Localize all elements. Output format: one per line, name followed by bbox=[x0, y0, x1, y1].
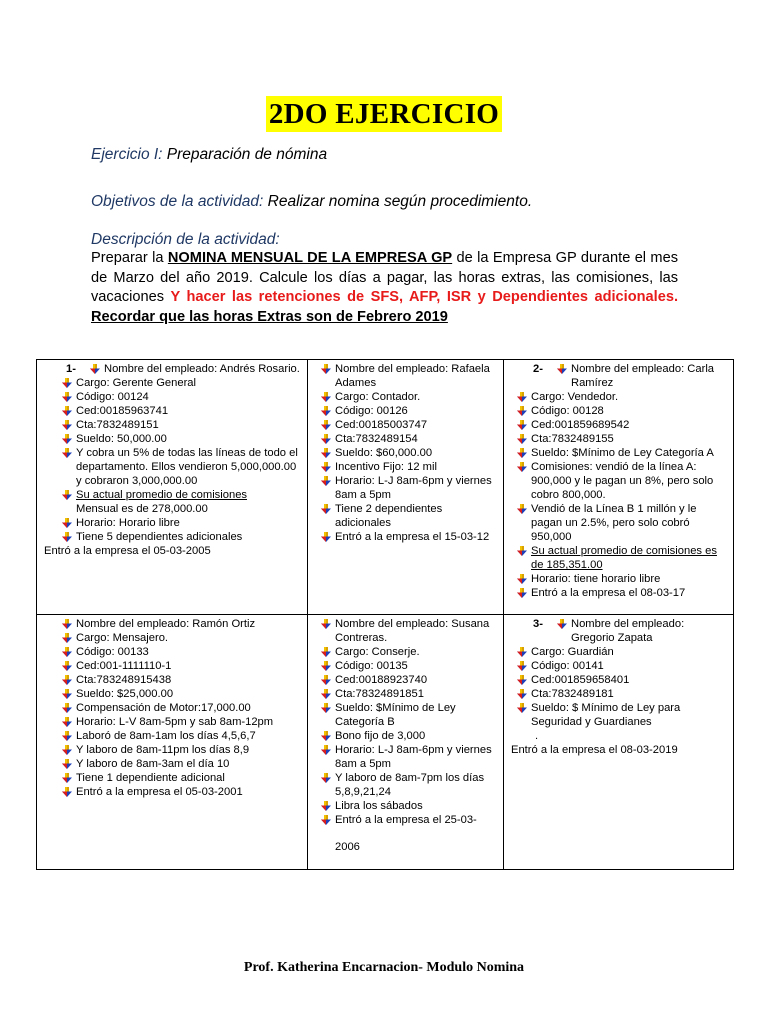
list-item bbox=[40, 659, 304, 673]
list-item bbox=[507, 502, 730, 544]
employee-cell-rafaela bbox=[308, 360, 504, 615]
list-item bbox=[311, 432, 500, 446]
item-text: Cargo: Mensajero. bbox=[76, 632, 169, 644]
item-text: Código: 00124 bbox=[76, 391, 149, 403]
objectives-value: Realizar nomina según procedimiento. bbox=[263, 193, 533, 210]
down-arrow-bullet-icon bbox=[517, 448, 527, 458]
item-text: Entró a la empresa el 25-03- bbox=[335, 814, 477, 826]
list-item bbox=[40, 488, 304, 502]
desc-retentions-note: Y hacer las retenciones de SFS, AFP, ISR y Dependientes adicionales. bbox=[170, 289, 678, 305]
down-arrow-bullet-icon bbox=[321, 619, 331, 629]
item-text: Ced:00185963741 bbox=[76, 405, 169, 417]
list-item bbox=[507, 432, 730, 446]
list-item bbox=[40, 785, 304, 799]
down-arrow-bullet-icon bbox=[321, 703, 331, 713]
list-item bbox=[311, 771, 500, 799]
down-arrow-bullet-icon bbox=[62, 434, 72, 444]
list-item bbox=[40, 530, 304, 544]
list-item bbox=[311, 502, 500, 530]
down-arrow-bullet-icon bbox=[321, 462, 331, 472]
item-text: Sueldo: $Mínimo de Ley Categoría B bbox=[335, 702, 456, 728]
list-item bbox=[311, 390, 500, 404]
down-arrow-bullet-icon bbox=[62, 392, 72, 402]
down-arrow-bullet-icon bbox=[62, 647, 72, 657]
list-item bbox=[311, 404, 500, 418]
item-text: Ced:00185003747 bbox=[335, 419, 428, 431]
objectives-label: Objetivos de la actividad: bbox=[91, 193, 264, 210]
down-arrow-bullet-icon bbox=[517, 434, 527, 444]
down-arrow-bullet-icon bbox=[62, 378, 72, 388]
item-text: Cargo: Conserje. bbox=[335, 646, 420, 658]
item-text: Nombre del empleado: Susana Contreras. bbox=[335, 618, 490, 644]
down-arrow-bullet-icon bbox=[517, 675, 527, 685]
item-text: Sueldo: $25,000.00 bbox=[76, 688, 174, 700]
down-arrow-bullet-icon bbox=[62, 406, 72, 416]
list-item bbox=[311, 645, 500, 659]
item-text: Libra los sábados bbox=[335, 800, 423, 812]
commission-amount: Mensual es de 278,000.00 bbox=[76, 503, 208, 515]
item-text: Y laboro de 8am-11pm los días 8,9 bbox=[76, 744, 250, 756]
item-text: Código: 00128 bbox=[531, 405, 604, 417]
item-text: Horario: tiene horario libre bbox=[531, 573, 661, 585]
item-text: Cta:783248915438 bbox=[76, 674, 172, 686]
list-item bbox=[40, 743, 304, 757]
item-text: Ced:001-1111110-1 bbox=[76, 660, 172, 672]
down-arrow-bullet-icon bbox=[321, 406, 331, 416]
item-text: Código: 00133 bbox=[76, 646, 149, 658]
list-item bbox=[40, 432, 304, 446]
item-text: Laboró de 8am-1am los días 4,5,6,7 bbox=[76, 730, 256, 742]
item-text: Código: 00135 bbox=[335, 660, 408, 672]
item-text: Ced:00188923740 bbox=[335, 674, 428, 686]
item-text: Bono fijo de 3,000 bbox=[335, 730, 426, 742]
down-arrow-bullet-icon bbox=[321, 392, 331, 402]
footer-credit: Prof. Katherina Encarnacion- Modulo Nomina bbox=[243, 960, 525, 975]
item-text: Cta:7832489155 bbox=[531, 433, 614, 445]
down-arrow-bullet-icon bbox=[321, 773, 331, 783]
item-text: Y laboro de 8am-3am el día 10 bbox=[76, 758, 230, 770]
list-item bbox=[507, 659, 730, 673]
item-text: Nombre del empleado: Carla Ramírez bbox=[571, 363, 715, 389]
item-text: Tiene 1 dependiente adicional bbox=[76, 772, 225, 784]
item-text: Sueldo: $60,000.00 bbox=[335, 447, 433, 459]
item-text: Nombre del empleado: Ramón Ortiz bbox=[76, 618, 256, 630]
down-arrow-bullet-icon bbox=[62, 745, 72, 755]
list-item bbox=[311, 743, 500, 771]
list-item bbox=[507, 418, 730, 432]
list-item bbox=[40, 645, 304, 659]
down-arrow-bullet-icon bbox=[62, 773, 72, 783]
down-arrow-bullet-icon bbox=[62, 619, 72, 629]
down-arrow-bullet-icon bbox=[321, 448, 331, 458]
employee-cell-ramon bbox=[37, 615, 308, 870]
list-item bbox=[40, 617, 304, 631]
down-arrow-bullet-icon bbox=[321, 689, 331, 699]
list-item bbox=[311, 530, 500, 544]
list-item bbox=[311, 362, 500, 390]
description-paragraph bbox=[91, 249, 678, 327]
item-text: Cta:7832489181 bbox=[531, 688, 614, 700]
down-arrow-bullet-icon bbox=[62, 703, 72, 713]
title-wrap bbox=[0, 96, 768, 132]
item-text: Cargo: Guardián bbox=[531, 646, 614, 658]
down-arrow-bullet-icon bbox=[62, 759, 72, 769]
down-arrow-bullet-icon bbox=[517, 689, 527, 699]
down-arrow-bullet-icon bbox=[557, 364, 567, 374]
down-arrow-bullet-icon bbox=[62, 490, 72, 500]
list-item bbox=[507, 460, 730, 502]
item-text: Sueldo: $ Mínimo de Ley para Seguridad y Guardianes bbox=[531, 702, 681, 728]
down-arrow-bullet-icon bbox=[517, 588, 527, 598]
employee-cell-susana bbox=[308, 615, 504, 870]
item-text: Sueldo: $Mínimo de Ley Categoría A bbox=[531, 447, 714, 459]
list-item bbox=[507, 673, 730, 687]
item-text: Nombre del empleado: Andrés Rosario. bbox=[104, 363, 300, 375]
down-arrow-bullet-icon bbox=[62, 448, 72, 458]
list-item bbox=[311, 659, 500, 673]
page-title: 2DO EJERCICIO bbox=[266, 96, 502, 132]
employees-table bbox=[36, 359, 734, 870]
cell-content bbox=[311, 617, 500, 854]
list-item bbox=[40, 446, 304, 488]
list-item bbox=[507, 362, 730, 390]
employee-cell-gregorio bbox=[504, 615, 734, 870]
list-item bbox=[311, 617, 500, 645]
list-item bbox=[40, 404, 304, 418]
item-text: Vendió de la Línea B 1 millón y le pagan un 2.5%, pero solo cobró 950,000 bbox=[531, 503, 697, 543]
down-arrow-bullet-icon bbox=[321, 661, 331, 671]
item-text: Incentivo Fijo: 12 mil bbox=[335, 461, 437, 473]
list-item bbox=[40, 701, 304, 715]
down-arrow-bullet-icon bbox=[517, 392, 527, 402]
down-arrow-bullet-icon bbox=[62, 787, 72, 797]
item-text: Tiene 2 dependientes adicionales bbox=[335, 503, 443, 529]
down-arrow-bullet-icon bbox=[517, 546, 527, 556]
down-arrow-bullet-icon bbox=[517, 661, 527, 671]
list-item bbox=[40, 418, 304, 432]
item-text: Entró a la empresa el 08-03-17 bbox=[531, 587, 686, 599]
item-text: Sueldo: 50,000.00 bbox=[76, 433, 167, 445]
item-text: Su actual promedio de comisiones es de 185,351.00 bbox=[531, 545, 717, 571]
item-text: Tiene 5 dependientes adicionales bbox=[76, 531, 243, 543]
list-item bbox=[40, 362, 304, 376]
cell-content bbox=[311, 362, 500, 544]
down-arrow-bullet-icon bbox=[62, 689, 72, 699]
desc-text-2: de la Empresa GP durante el mes de Marzo del año 2019. Calcule los días a pagar, las horas extras, las comisiones, las vacaciones bbox=[91, 250, 678, 305]
list-item bbox=[507, 687, 730, 701]
down-arrow-bullet-icon bbox=[517, 703, 527, 713]
list-item bbox=[40, 390, 304, 404]
item-text: Y cobra un 5% de todas las líneas de todo el departamento. Ellos vendieron 5,000,000.00 y cobraron 3,000,000.00 bbox=[76, 447, 298, 487]
cell-content bbox=[507, 362, 730, 600]
cell-content bbox=[40, 362, 304, 558]
list-item bbox=[40, 687, 304, 701]
list-item bbox=[40, 729, 304, 743]
down-arrow-bullet-icon bbox=[321, 675, 331, 685]
desc-text-1: Preparar la bbox=[91, 250, 168, 266]
item-text: Ced:001859658401 bbox=[531, 674, 630, 686]
item-text: Código: 00141 bbox=[531, 660, 604, 672]
start-date-year: 2006 bbox=[335, 841, 360, 853]
item-text: Compensación de Motor:17,000.00 bbox=[76, 702, 251, 714]
list-item bbox=[507, 446, 730, 460]
item-text: Nombre del empleado: Gregorio Zapata bbox=[571, 618, 685, 644]
employee-cell-andres bbox=[37, 360, 308, 615]
down-arrow-bullet-icon bbox=[62, 675, 72, 685]
list-item bbox=[507, 617, 730, 645]
desc-company-title: NOMINA MENSUAL DE LA EMPRESA GP bbox=[167, 250, 453, 266]
down-arrow-bullet-icon bbox=[517, 647, 527, 657]
item-text: Cargo: Gerente General bbox=[76, 377, 197, 389]
exercise-line bbox=[91, 146, 327, 164]
start-date: Entró a la empresa el 08-03-2019 bbox=[511, 744, 678, 756]
item-text: Nombre del empleado: Rafaela Adames bbox=[335, 363, 490, 389]
list-item bbox=[40, 757, 304, 771]
list-item bbox=[40, 771, 304, 785]
down-arrow-bullet-icon bbox=[321, 815, 331, 825]
exercise-value: Preparación de nómina bbox=[162, 146, 328, 163]
down-arrow-bullet-icon bbox=[321, 434, 331, 444]
list-item bbox=[311, 673, 500, 687]
list-item bbox=[311, 799, 500, 813]
down-arrow-bullet-icon bbox=[321, 364, 331, 374]
down-arrow-bullet-icon bbox=[62, 420, 72, 430]
list-item bbox=[40, 631, 304, 645]
list-item bbox=[507, 544, 730, 572]
description-label: Descripción de la actividad: bbox=[91, 231, 280, 248]
item-text: Cta:7832489151 bbox=[76, 419, 159, 431]
down-arrow-bullet-icon bbox=[62, 518, 72, 528]
list-item bbox=[311, 701, 500, 729]
start-date: Entró a la empresa el 05-03-2005 bbox=[44, 545, 211, 557]
list-item bbox=[507, 390, 730, 404]
item-text: Horario: L-V 8am-5pm y sab 8am-12pm bbox=[76, 716, 274, 728]
item-text: Cta:78324891851 bbox=[335, 688, 424, 700]
dot-mark: . bbox=[535, 730, 539, 742]
list-item bbox=[311, 446, 500, 460]
item-text: Cargo: Contador. bbox=[335, 391, 421, 403]
list-item bbox=[311, 418, 500, 432]
down-arrow-bullet-icon bbox=[517, 574, 527, 584]
down-arrow-bullet-icon bbox=[62, 532, 72, 542]
down-arrow-bullet-icon bbox=[557, 619, 567, 629]
employee-cell-carla bbox=[504, 360, 734, 615]
down-arrow-bullet-icon bbox=[62, 717, 72, 727]
down-arrow-bullet-icon bbox=[517, 462, 527, 472]
desc-overtime-note: Recordar que las horas Extras son de Febrero 2019 bbox=[91, 308, 448, 325]
item-text: Horario: L-J 8am-6pm y viernes 8am a 5pm bbox=[335, 475, 492, 501]
description-heading bbox=[91, 231, 280, 249]
item-number: 2- bbox=[533, 363, 543, 375]
down-arrow-bullet-icon bbox=[517, 420, 527, 430]
list-item bbox=[311, 474, 500, 502]
down-arrow-bullet-icon bbox=[90, 364, 100, 374]
item-text: Entró a la empresa el 05-03-2001 bbox=[76, 786, 243, 798]
item-text: Comisiones: vendió de la línea A: 900,000 y le pagan un 8%, pero solo cobro 800,000. bbox=[531, 461, 714, 501]
list-item bbox=[507, 586, 730, 600]
cell-content bbox=[507, 617, 730, 757]
cell-content bbox=[40, 617, 304, 799]
list-item bbox=[40, 715, 304, 729]
item-text: Cargo: Vendedor. bbox=[531, 391, 619, 403]
list-item bbox=[507, 572, 730, 586]
down-arrow-bullet-icon bbox=[321, 504, 331, 514]
down-arrow-bullet-icon bbox=[321, 476, 331, 486]
list-item bbox=[507, 404, 730, 418]
item-text: Cta:7832489154 bbox=[335, 433, 418, 445]
list-item bbox=[507, 701, 730, 729]
list-item bbox=[40, 516, 304, 530]
item-text: Su actual promedio de comisiones bbox=[76, 489, 248, 501]
list-item bbox=[40, 673, 304, 687]
item-number: 3- bbox=[533, 618, 543, 630]
list-item bbox=[311, 460, 500, 474]
down-arrow-bullet-icon bbox=[517, 504, 527, 514]
list-item bbox=[40, 376, 304, 390]
list-item bbox=[507, 645, 730, 659]
down-arrow-bullet-icon bbox=[321, 647, 331, 657]
down-arrow-bullet-icon bbox=[321, 532, 331, 542]
item-text: Código: 00126 bbox=[335, 405, 408, 417]
down-arrow-bullet-icon bbox=[321, 801, 331, 811]
down-arrow-bullet-icon bbox=[321, 745, 331, 755]
objectives-line bbox=[91, 193, 532, 211]
list-item bbox=[311, 729, 500, 743]
list-item bbox=[311, 687, 500, 701]
item-text: Entró a la empresa el 15-03-12 bbox=[335, 531, 490, 543]
list-item bbox=[311, 813, 500, 827]
item-text: Y laboro de 8am-7pm los días 5,8,9,21,24 bbox=[335, 772, 485, 798]
item-number: 1- bbox=[66, 363, 76, 375]
down-arrow-bullet-icon bbox=[517, 406, 527, 416]
exercise-label: Ejercicio I: bbox=[91, 146, 163, 163]
down-arrow-bullet-icon bbox=[62, 633, 72, 643]
down-arrow-bullet-icon bbox=[62, 661, 72, 671]
item-text: Horario: Horario libre bbox=[76, 517, 180, 529]
down-arrow-bullet-icon bbox=[321, 731, 331, 741]
item-text: Horario: L-J 8am-6pm y viernes 8am a 5pm bbox=[335, 744, 492, 770]
down-arrow-bullet-icon bbox=[62, 731, 72, 741]
down-arrow-bullet-icon bbox=[321, 420, 331, 430]
item-text: Ced:001859689542 bbox=[531, 419, 630, 431]
